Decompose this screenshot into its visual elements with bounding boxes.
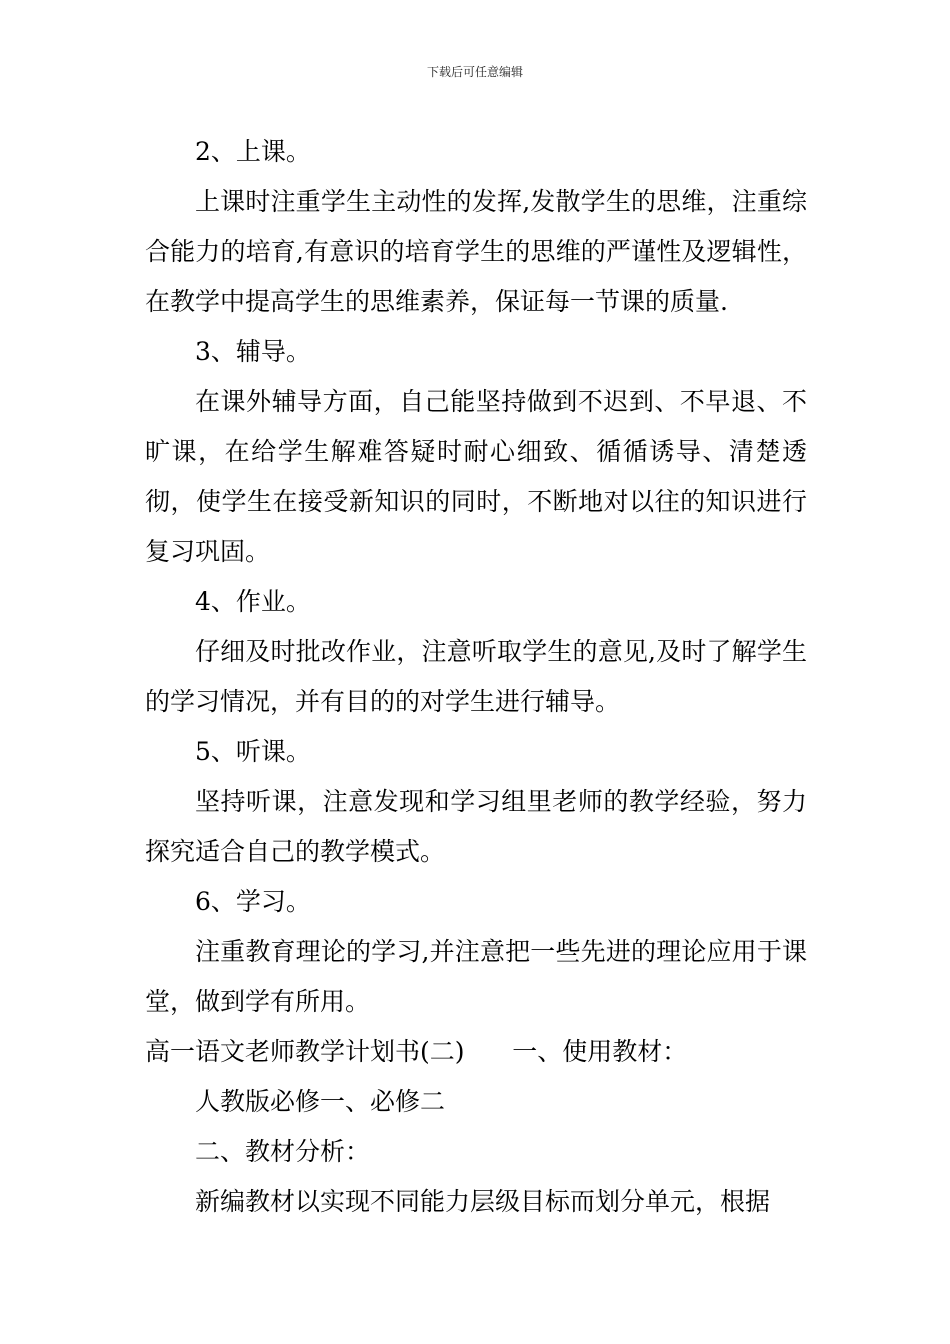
paragraph-study: 注重教育理论的学习,并注意把一些先进的理论应用于课堂，做到学有所用。 [145,937,807,1016]
document-body [145,127,807,1227]
paragraph-class: 上课时注重学生主动性的发挥,发散学生的思维，注重综合能力的培育,有意识的培育学生的思维的严谨性及逻辑性，在教学中提高学生的思维素养，保证每一节课的质量. [145,187,807,316]
section-heading-textbook-analysis: 二、教材分析： [195,1137,371,1166]
page-header-note: 下载后可任意编辑 [426,65,523,79]
paragraph-tutoring: 在课外辅导方面，自己能坚持做到不迟到、不早退、不旷课，在给学生解难答疑时耐心细致、循循诱导、清楚透彻，使学生在接受新知识的同时，不断地对以往的知识进行复习巩固。 [145,387,807,566]
section-heading-tutoring: 3、辅导。 [195,337,311,366]
paragraph-textbooks: 人教版必修一、必修二 [195,1087,446,1116]
section-heading-homework: 4、作业。 [195,587,311,616]
section-heading-lesson-observation: 5、听课。 [195,737,311,766]
paragraph-homework: 仔细及时批改作业，注意听取学生的意见,及时了解学生的学习情况，并有目的的对学生进行辅导。 [145,637,807,716]
paragraph-lesson-observation: 坚持听课，注意发现和学习组里老师的教学经验，努力探究适合自己的教学模式。 [145,787,807,866]
paragraph-textbook-analysis: 新编教材以实现不同能力层级目标而划分单元，根据 [195,1187,771,1216]
document-subtitle: 高一语文老师教学计划书(二) 一、使用教材： [145,1037,688,1066]
section-heading-class: 2、上课。 [195,137,311,166]
section-heading-study: 6、学习。 [195,887,311,916]
